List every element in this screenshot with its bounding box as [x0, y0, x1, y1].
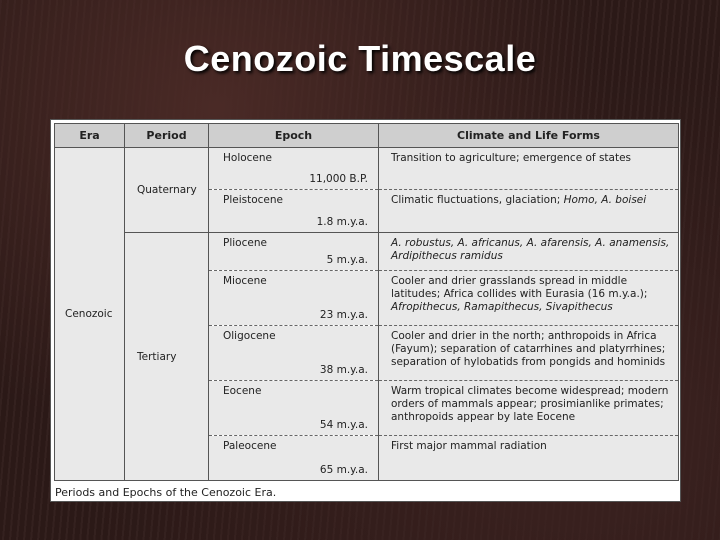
epoch-cell [209, 326, 379, 381]
header-era: Era [55, 124, 125, 148]
epoch-date: 38 m.y.a. [319, 364, 368, 376]
slide-title: Cenozoic Timescale [183, 38, 537, 79]
climate-text: Cooler and drier grasslands spread in middle latitudes; Africa collides with Eurasia (16 m.y.a.); Afropithecus, Ramapithecus, Sivapithecus [391, 275, 648, 313]
climate-cell [379, 233, 679, 271]
epoch-cell [209, 190, 379, 233]
table-row [55, 148, 679, 190]
climate-text: Climatic fluctuations, glaciation; Homo, A. boisei [391, 194, 647, 206]
epoch-cell [209, 233, 379, 271]
figure-caption: Periods and Epochs of the Cenozoic Era. [55, 486, 277, 499]
header-period: Period [125, 124, 209, 148]
epoch-name: Eocene [223, 385, 262, 397]
epoch-date: 65 m.y.a. [319, 464, 368, 476]
period-quaternary: Quaternary [125, 148, 209, 233]
climate-cell: Cooler and drier in the north; anthropoids in Africa (Fayum); separation of catarrhines and platyrrhines; separation of hylobatids from pongids and hominids [379, 326, 679, 381]
epoch-name: Pliocene [223, 237, 267, 249]
epoch-date: 54 m.y.a. [319, 419, 368, 431]
table-row [55, 233, 679, 271]
epoch-cell [209, 148, 379, 190]
period-tertiary: Tertiary [125, 233, 209, 481]
epoch-cell [209, 271, 379, 326]
epoch-name: Oligocene [223, 330, 276, 342]
epoch-date: 23 m.y.a. [319, 309, 368, 321]
era-cell: Cenozoic [55, 148, 125, 481]
epoch-name: Pleistocene [223, 194, 283, 206]
climate-cell: First major mammal radiation [379, 436, 679, 481]
epoch-name: Holocene [223, 152, 273, 164]
epoch-date: 1.8 m.y.a. [316, 216, 368, 228]
header-epoch: Epoch [209, 124, 379, 148]
climate-cell: Transition to agriculture; emergence of states [379, 148, 679, 190]
table-header-row [55, 124, 679, 148]
cenozoic-table [54, 123, 679, 481]
climate-cell [379, 190, 679, 233]
climate-cell [379, 271, 679, 326]
climate-cell: Warm tropical climates become widespread; modern orders of mammals appear; prosimianlike primates; anthropoids appear by late Eocene [379, 381, 679, 436]
epoch-date: 11,000 B.P. [309, 173, 368, 185]
epoch-name: Miocene [223, 275, 267, 287]
epoch-cell [209, 436, 379, 481]
header-climate: Climate and Life Forms [379, 124, 679, 148]
epoch-cell [209, 381, 379, 436]
epoch-date: 5 m.y.a. [326, 254, 368, 266]
climate-text: A. robustus, A. africanus, A. afarensis, A. anamensis, Ardipithecus ramidus [391, 237, 670, 262]
epoch-name: Paleocene [223, 440, 277, 452]
timescale-figure [50, 119, 681, 502]
